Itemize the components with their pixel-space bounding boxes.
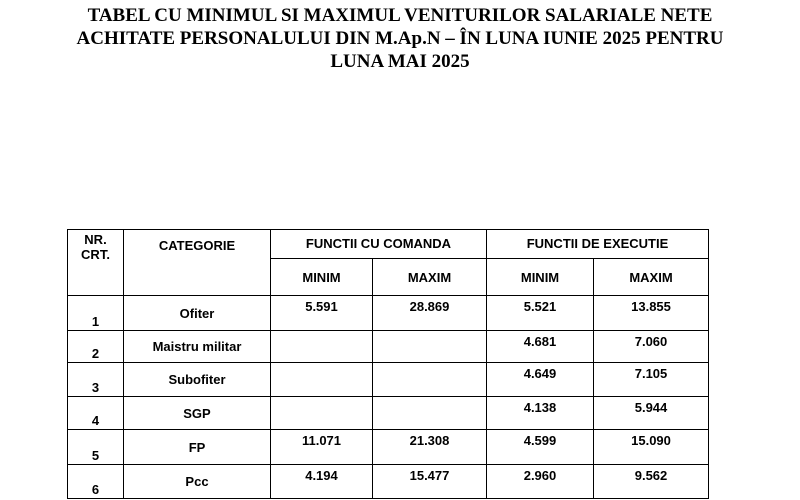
row-nr: 2 <box>68 331 124 363</box>
row-cmd-max <box>373 397 487 430</box>
row-nr: 6 <box>68 465 124 499</box>
row-cmd-min: 5.591 <box>271 296 373 331</box>
row-nr: 4 <box>68 397 124 430</box>
header-exec-min: MINIM <box>487 259 594 296</box>
salary-table <box>67 229 709 499</box>
header-functii-cu-comanda: FUNCTII CU COMANDA <box>271 230 487 259</box>
row-exec-min: 2.960 <box>487 465 594 499</box>
header-cmd-min: MINIM <box>271 259 373 296</box>
row-exec-min: 5.521 <box>487 296 594 331</box>
row-category: Maistru militar <box>124 331 271 363</box>
table-row <box>68 397 709 430</box>
row-exec-min: 4.599 <box>487 430 594 465</box>
row-exec-max: 9.562 <box>594 465 709 499</box>
row-cmd-max: 15.477 <box>373 465 487 499</box>
row-exec-max: 15.090 <box>594 430 709 465</box>
table-row <box>68 331 709 363</box>
row-category: Pcc <box>124 465 271 499</box>
row-cmd-max <box>373 331 487 363</box>
header-cmd-max: MAXIM <box>373 259 487 296</box>
table-row <box>68 430 709 465</box>
row-exec-max: 7.105 <box>594 363 709 397</box>
title-line-2: ACHITATE PERSONALULUI DIN M.Ap.N – ÎN LUNA IUNIE 2025 PENTRU <box>76 28 724 49</box>
row-cmd-max <box>373 363 487 397</box>
table-row <box>68 363 709 397</box>
header-category: CATEGORIE <box>124 230 271 296</box>
header-nr-crt: NR. CRT. <box>68 230 124 296</box>
header-functii-de-executie: FUNCTII DE EXECUTIE <box>487 230 709 259</box>
row-nr: 3 <box>68 363 124 397</box>
row-category: Subofiter <box>124 363 271 397</box>
row-cmd-min <box>271 397 373 430</box>
row-cmd-min <box>271 363 373 397</box>
row-category: Ofiter <box>124 296 271 331</box>
table-row <box>68 465 709 499</box>
header-exec-max: MAXIM <box>594 259 709 296</box>
header-row-1 <box>68 230 709 259</box>
row-cmd-min: 4.194 <box>271 465 373 499</box>
row-exec-max: 5.944 <box>594 397 709 430</box>
title-line-3: LUNA MAI 2025 <box>330 51 470 72</box>
row-exec-max: 7.060 <box>594 331 709 363</box>
row-cmd-max: 21.308 <box>373 430 487 465</box>
row-category: SGP <box>124 397 271 430</box>
title-line-1: TABEL CU MINIMUL SI MAXIMUL VENITURILOR SALARIALE NETE <box>87 5 713 26</box>
row-exec-max: 13.855 <box>594 296 709 331</box>
row-cmd-min <box>271 331 373 363</box>
row-nr: 5 <box>68 430 124 465</box>
row-nr: 1 <box>68 296 124 331</box>
row-cmd-max: 28.869 <box>373 296 487 331</box>
row-exec-min: 4.681 <box>487 331 594 363</box>
row-category: FP <box>124 430 271 465</box>
row-exec-min: 4.138 <box>487 397 594 430</box>
table-row <box>68 296 709 331</box>
row-exec-min: 4.649 <box>487 363 594 397</box>
document-title <box>0 4 800 73</box>
row-cmd-min: 11.071 <box>271 430 373 465</box>
